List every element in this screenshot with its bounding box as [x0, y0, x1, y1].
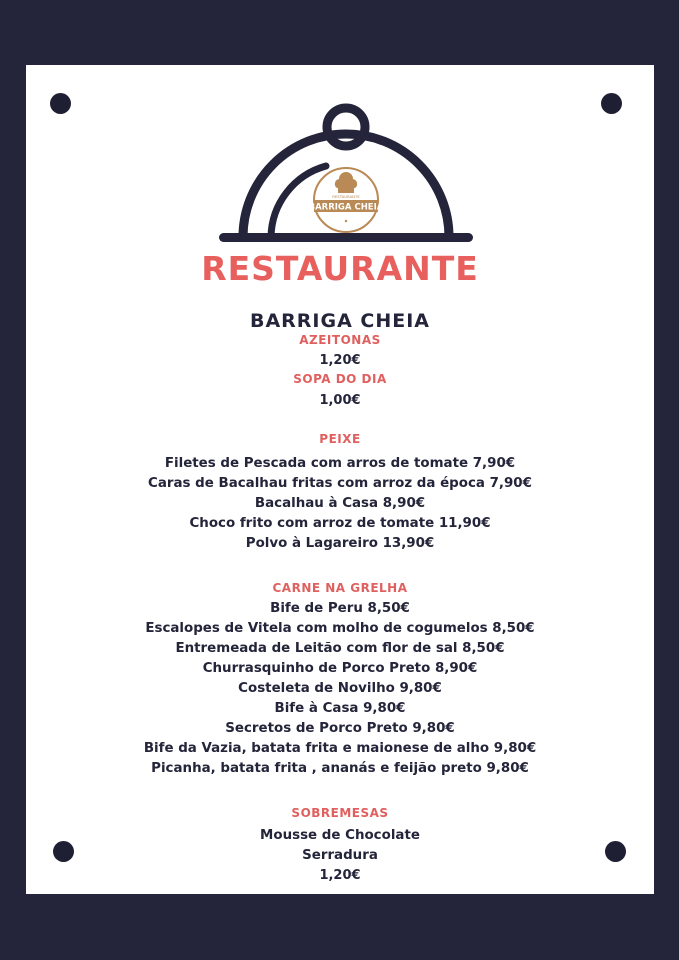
peixe-section — [26, 432, 654, 554]
cloche-logo-icon — [216, 100, 476, 250]
menu-item: Choco frito com arroz de tomate 11,90€ — [189, 516, 491, 531]
category-title: PEIXE — [319, 432, 361, 446]
menu-item: Secretos de Porco Preto 9,80€ — [225, 721, 455, 736]
menu-item: Bacalhau à Casa 8,90€ — [254, 496, 426, 511]
menu-item: Escalopes de Vitela com molho de cogumelos 8,50€ — [145, 621, 535, 636]
menu-item: Bife à Casa 9,80€ — [274, 701, 406, 716]
corner-dot — [601, 93, 622, 114]
menu-item: Serradura — [302, 848, 378, 863]
menu-item: Mousse de Chocolate — [260, 828, 420, 843]
carne-section — [26, 581, 654, 779]
logo-small-text: RESTAURANTE — [332, 194, 360, 199]
restaurant-name: BARRIGA CHEIA — [249, 310, 431, 332]
menu-item: Caras de Bacalhau fritas com arroz da época 7,90€ — [148, 476, 532, 491]
menu-item: Costeleta de Novilho 9,80€ — [238, 681, 442, 696]
price: 1,20€ — [319, 868, 361, 883]
menu-item: Entremeada de Leitão com flor de sal 8,50€ — [175, 641, 505, 656]
category-title: CARNE NA GRELHA — [272, 581, 408, 595]
category-title: SOBREMESAS — [291, 806, 389, 820]
price: 1,20€ — [319, 353, 361, 368]
menu-item: Churrasquinho de Porco Preto 8,90€ — [202, 661, 478, 676]
category-title: SOPA DO DIA — [293, 372, 387, 386]
sobremesas-section — [26, 806, 654, 886]
page-heading: RESTAURANTE — [201, 249, 479, 288]
logo-banner-text: BARRIGA CHEIA — [308, 202, 384, 213]
price: 1,00€ — [319, 393, 361, 408]
menu-card — [26, 65, 654, 894]
menu-item: Polvo à Lagareiro 13,90€ — [245, 536, 435, 551]
starters-section — [26, 333, 654, 413]
category-title: AZEITONAS — [299, 333, 381, 347]
menu-item: Picanha, batata frita , ananás e feijão preto 9,80€ — [151, 761, 529, 776]
corner-dot — [50, 93, 71, 114]
menu-item: Bife de Peru 8,50€ — [270, 601, 410, 616]
menu-item: Filetes de Pescada com arros de tomate 7,90€ — [164, 456, 516, 471]
menu-item: Bife da Vazia, batata frita e maionese de alho 9,80€ — [143, 741, 537, 756]
